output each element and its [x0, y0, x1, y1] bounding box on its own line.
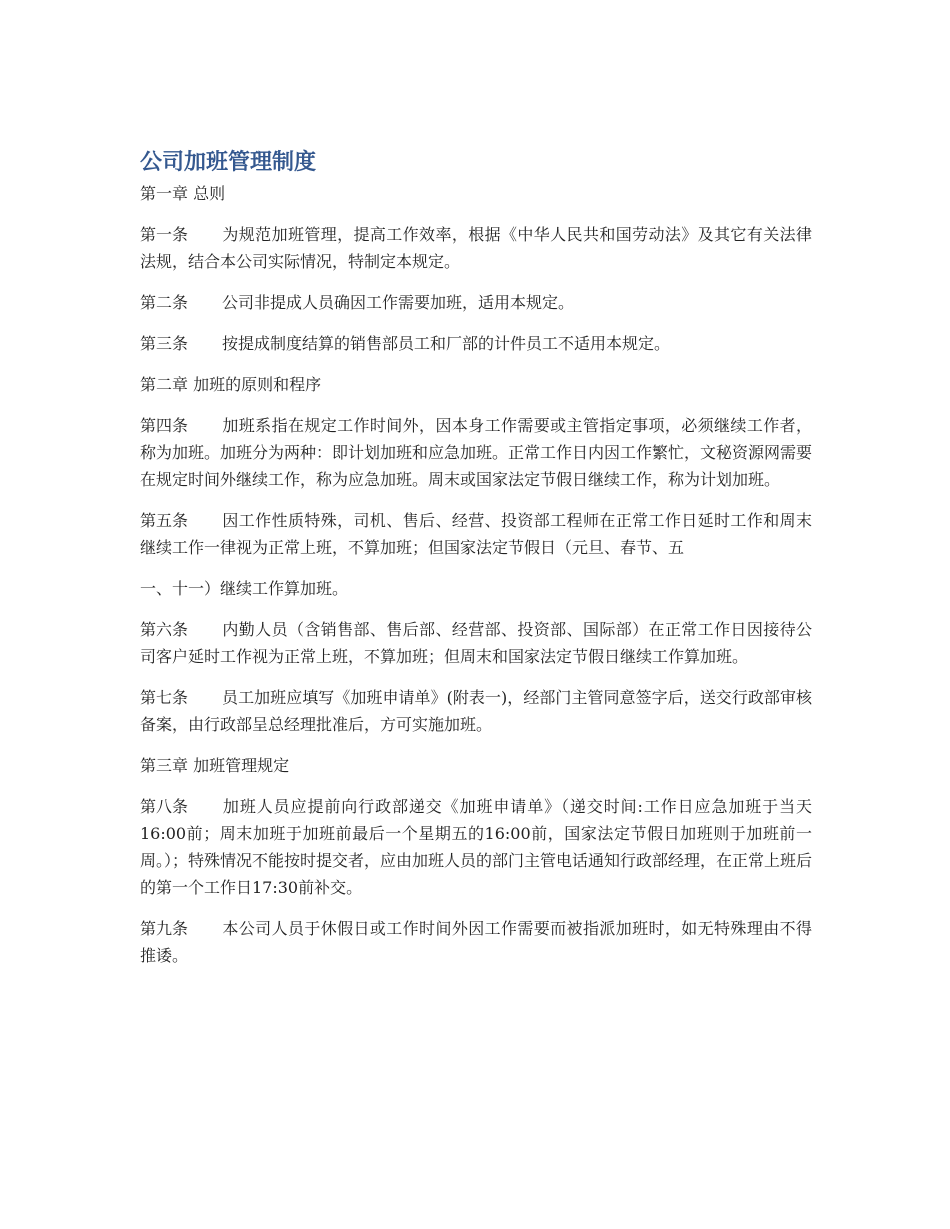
article-paragraph [140, 221, 812, 275]
article-text: 加班人员应提前向行政部递交《加班申请单》（递交时间:工作日应急加班于当天16:00前；周末加班于加班前最后一个星期五的16:00前，国家法定节假日加班则于加班前一周。）；特殊情况不能按时提交者，应由加班人员的部门主管电话通知行政部经理，在正常上班后的第一个工作日17:30前补交。 [140, 797, 813, 897]
article-number: 第九条 [140, 919, 189, 938]
article-text: 公司非提成人员确因工作需要加班，适用本规定。 [222, 293, 575, 312]
article-number: 第二条 [140, 293, 189, 312]
article-paragraph [140, 289, 812, 316]
article-continuation: 一、十一）继续工作算加班。 [140, 579, 349, 598]
article-paragraph [140, 616, 812, 670]
article-number: 第七条 [140, 688, 189, 707]
article-text: 为规范加班管理，提高工作效率，根据《中华人民共和国劳动法》及其它有关法律法规，结合本公司实际情况，特制定本规定。 [140, 225, 812, 271]
article-number: 第六条 [140, 620, 189, 639]
article-number: 第四条 [140, 416, 189, 435]
article-number: 第八条 [140, 797, 189, 816]
article-number: 第三条 [140, 334, 189, 353]
article-paragraph [140, 684, 812, 738]
article-number: 第五条 [140, 511, 189, 530]
article-text: 内勤人员（含销售部、售后部、经营部、投资部、国际部）在正常工作日因接待公司客户延时工作视为正常上班，不算加班；但周末和国家法定节假日继续工作算加班。 [140, 620, 812, 666]
document-title: 公司加班管理制度 [140, 150, 317, 175]
document-body [140, 146, 812, 983]
chapter-heading: 第二章 加班的原则和程序 [140, 375, 322, 394]
article-paragraph [140, 793, 812, 901]
article-text: 员工加班应填写《加班申请单》(附表一)，经部门主管同意签字后，送交行政部审核备案，由行政部呈总经理批准后，方可实施加班。 [140, 688, 812, 734]
article-text: 因工作性质特殊，司机、售后、经营、投资部工程师在正常工作日延时工作和周末继续工作一律视为正常上班，不算加班；但国家法定节假日（元旦、春节、五 [140, 511, 812, 557]
article-text: 加班系指在规定工作时间外，因本身工作需要或主管指定事项，必须继续工作者，称为加班。加班分为两种：即计划加班和应急加班。正常工作日内因工作繁忙，文秘资源网需要在规定时间外继续工作，称为应急加班。周末或国家法定节假日继续工作，称为计划加班。 [140, 416, 813, 489]
chapter-heading: 第三章 加班管理规定 [140, 756, 290, 775]
article-paragraph [140, 412, 812, 493]
article-number: 第一条 [140, 225, 189, 244]
article-text: 本公司人员于休假日或工作时间外因工作需要而被指派加班时，如无特殊理由不得推诿。 [140, 919, 812, 965]
article-paragraph [140, 507, 812, 561]
chapter-heading: 第一章 总则 [140, 184, 226, 203]
article-text: 按提成制度结算的销售部员工和厂部的计件员工不适用本规定。 [222, 334, 671, 353]
article-paragraph [140, 915, 812, 969]
article-paragraph [140, 330, 812, 357]
